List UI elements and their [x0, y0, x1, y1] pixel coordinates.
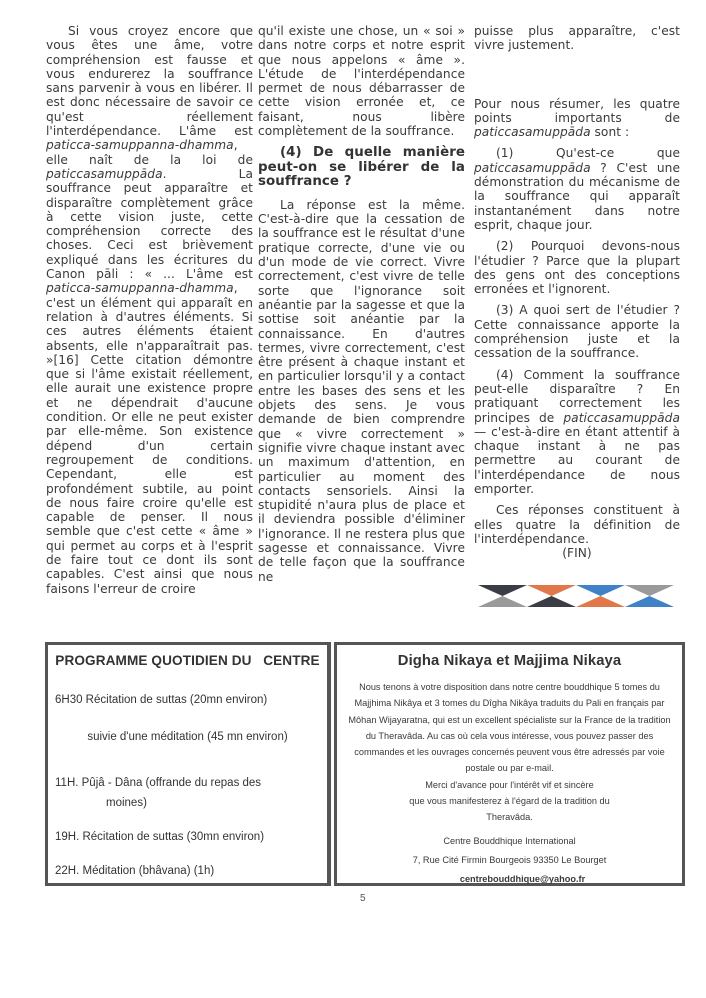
- point-3: (3) A quoi sert de l'étudier ? Cette connaissance apporte la compréhension juste et la cessation de la souffrance.: [474, 303, 680, 361]
- paragraph: qu'il existe une chose, un « soi » dans notre corps et notre esprit que nous appelons « âme ». L'étude de l'interdépendance permet de nous débarrasser de cette vision erronée et, ce faisant, nous libère complètement de la souffrance.: [258, 24, 465, 139]
- text: — c'est-à-dire en étant attentif à chaque instant à ne pas permettre au courant de l'interdépendance de nous emporter.: [474, 424, 680, 497]
- schedule-item: suivie d'une méditation (45 mn environ): [87, 731, 288, 743]
- thanks-line: Merci d'avance pour l'intérêt vif et sincère: [425, 779, 594, 790]
- paragraph: La réponse est la même. C'est-à-dire que la cessation de la souffrance est le résultat d'une pratique correcte, d'une vie ou d'un mode de vie correct. Vivre correctement, c'est vivre de telle sorte que l'ignorance soit anéantie par la sagesse et que la sottise soit anéantie par la connaissance. En d'autres termes, vivre correctement, c'est être présent à chaque instant et en particulier lorsqu'il y a contact entre les bases des sens et les objets des sens. Je vous demande de bien comprendre que « vivre correctement » signifie vivre chaque instant avec un maximum d'attention, en particulier au moment des contacts sensoriels. Ainsi la stupidité n'aura plus de place et il deviendra possible d'éliminer l'ignorance. Il ne restera plus que sagesse et connaissance. Vivre de telle façon que la souffrance ne: [258, 197, 465, 584]
- paragraph: [46, 24, 253, 596]
- text: (4) Comment la souffrance peut-elle disparaître ? En pratiquant correctement les principes de: [474, 367, 680, 425]
- schedule-item: moines): [106, 797, 147, 809]
- thanks-line: Theravâda.: [486, 812, 533, 823]
- daily-programme-box: [45, 642, 331, 886]
- pali-term: paticcasamuppāda: [563, 410, 680, 425]
- paragraph: puisse plus apparaître, c'est vivre justement.: [474, 24, 680, 53]
- nikaya-description: Nous tenons à votre disposition dans notre centre bouddhique 5 tomes du Majjhima Nikâya et 3 tomes du Dîgha Nikâya traduits du Pali en français par Môhan Wijayaratna, qui est un excellent spécialiste sur la France de la tradition du Theravâda. Au cas où cela vous intéresse, vous pouvez passer des commandes et les ouvrages concernés peuvent vous être adressés par voie postale ou par e-mail.: [348, 682, 671, 774]
- pali-term: paticcasamuppāda: [46, 166, 163, 181]
- schedule-item: 22H. Méditation (bhâvana) (1h): [55, 865, 215, 877]
- pali-term: paticca-samuppanna-dhamma: [46, 138, 234, 153]
- page-number: 5: [360, 893, 366, 904]
- schedule-item: 6H30 Récitation de suttas (20mn environ): [55, 694, 268, 706]
- schedule-item: 19H. Récitation de suttas (30mn environ): [55, 831, 265, 843]
- article-column-1: [46, 24, 253, 596]
- conclusion: Ces réponses constituent à elles quatre la définition de l'interdépendance.: [474, 503, 680, 546]
- organization-name: Centre Bouddhique International: [443, 835, 576, 846]
- pali-term: paticcasamuppāda: [474, 160, 591, 175]
- programme-title: PROGRAMME QUOTIDIEN DU CENTRE: [55, 653, 320, 668]
- text: (1) Qu'est-ce que: [496, 146, 680, 161]
- text: . La souffrance peut apparaître et disparaître complètement grâce à cette vision juste, cette compréhension correcte des choses. Ceci est brièvement expliqué dans les écritures du Canon pāli : « ... L'âme est: [46, 166, 253, 282]
- point-4: [474, 368, 680, 497]
- text: ? C'est une démonstration du mécanisme de la souffrance qui apparaît instantanément dans notre esprit, chaque jour.: [474, 160, 680, 232]
- summary-intro: [474, 97, 680, 140]
- pali-term: paticcasamuppāda: [474, 125, 591, 140]
- schedule-item: 11H. Pûjâ - Dâna (offrande du repas des: [55, 777, 262, 789]
- point-1: [474, 146, 680, 232]
- text: , elle naît de la loi de: [46, 138, 253, 167]
- organization-address: 7, Rue Cité Firmin Bourgeois 93350 Le Bourget: [412, 854, 607, 865]
- article-column-3: [474, 24, 680, 561]
- pali-term: paticca-samuppanna-dhamma: [46, 281, 234, 296]
- article-column-2: [258, 24, 465, 584]
- end-marker: (FIN): [562, 546, 592, 561]
- section-heading: (4) De quelle manière peut-on se libérer de la souffrance ?: [258, 145, 465, 190]
- nikaya-info-box: [334, 642, 685, 886]
- point-2: (2) Pourquoi devons-nous l'étudier ? Parce que la plupart des gens ont des conceptions erronées et l'ignorent.: [474, 239, 680, 297]
- thanks-line: que vous manifesterez à l'égard de la tradition du: [409, 796, 610, 807]
- text: Si vous croyez encore que vous êtes une âme, votre compréhension est fausse et vous endurerez la souffrance sans parvenir à vous en libérer. Il est donc nécessaire de savoir ce qu'est réellement l'interdépendance. L'âme est: [46, 24, 253, 139]
- triangle-ornament-icon: [478, 585, 674, 607]
- text: , c'est un élément qui apparaît en relation à d'autres éléments. Si ces autres éléments étaient absents, elle n'apparaîtrait pas. »[16] Cette citation démontre que si l'âme existait réellement, elle aurait une existence propre et ne dépendrait d'aucune condition. Or elle ne peut exister par elle-même. Son existence dépend d'un certain regroupement de conditions. Cependant, elle est profondément subtile, au point de nous faire croire qu'elle est capable de penser. Il nous semble que c'est cette « âme » qui permet au corps et à l'esprit de faire tout ce dont ils sont capables. C'est ainsi que nous faisons l'erreur de croire: [46, 281, 253, 596]
- nikaya-info: [345, 679, 674, 888]
- text: Pour nous résumer, les quatre points importants de: [474, 96, 680, 125]
- contact-email-link[interactable]: centrebouddhique@yahoo.fr: [459, 874, 586, 885]
- nikaya-title: Digha Nikaya et Majjima Nikaya: [397, 653, 622, 669]
- text: sont :: [590, 125, 630, 140]
